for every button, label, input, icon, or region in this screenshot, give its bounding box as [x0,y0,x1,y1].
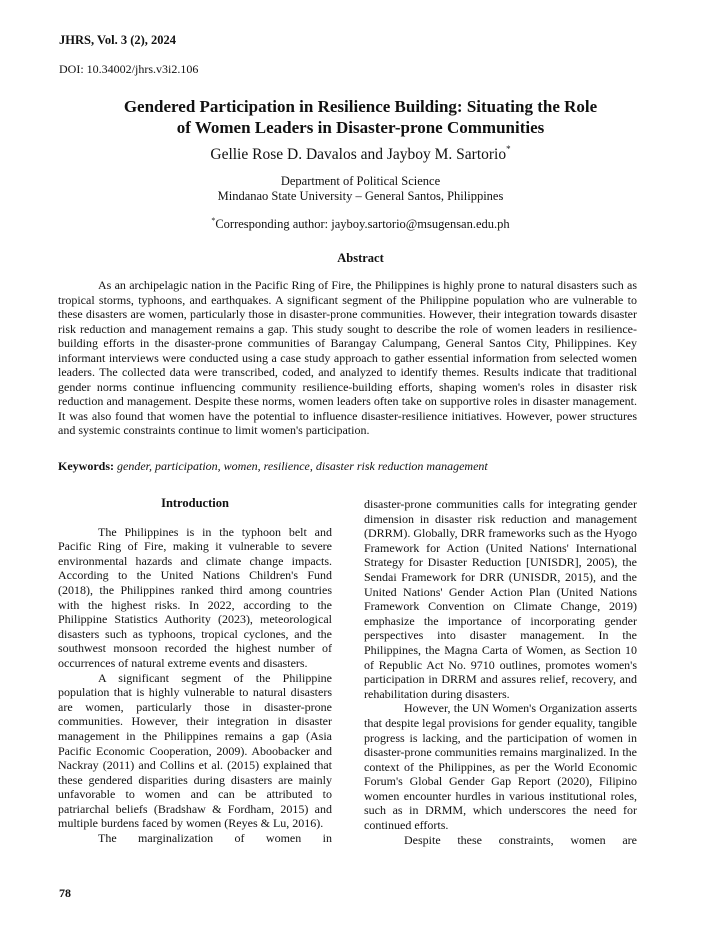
intro-paragraph-2: A significant segment of the Philippine population that is highly vulnerable to natural disasters are women, particularly those in disaster-prone communities. However, their integration in disaster management in the Philippines remains a gap (Asia Pacific Economic Cooperation, 2009). Aboobacker and Nackray (2011) and Collins et al. (2015) explained that these gendered disparities during disasters are mainly unfavorable to women and can be attributed to patriarchal beliefs (Bradshaw & Fordham, 2015) and multiple burdens faced by women (Reyes & Lu, 2016). [58,670,332,831]
page-number: 78 [59,886,71,900]
department: Department of Political Science [280,174,441,188]
authors [40,144,681,164]
intro-paragraph-4: However, the UN Women's Organization asserts that despite legal provisions for gender equality, tangible progress is lacking, and the participation of women in disaster-prone communities remains marginalized. In the context of the Philippines, as per the World Economic Forum's Global Gender Gap Report (2020), Filipino women encounter hurdles in various institutional roles, such as in DRMM, which underscores the need for continued efforts. [364,701,637,833]
author-names: Gellie Rose D. Davalos and Jayboy M. Sartorio [210,146,507,163]
paper-title [40,96,681,138]
keywords [58,459,637,474]
corresponding-author [40,216,681,232]
corresponding-author-text: Corresponding author: jayboy.sartorio@msugensan.edu.ph [215,217,510,231]
intro-paragraph-3-start: The marginalization of women in [98,831,332,846]
abstract-heading: Abstract [337,251,384,265]
right-column [364,497,637,847]
introduction-heading: Introduction [161,496,229,510]
keywords-label: Keywords: [58,459,114,473]
journal-citation: JHRS, Vol. 3 (2), 2024 [59,33,177,47]
intro-paragraph-1: The Philippines is in the typhoon belt and Pacific Ring of Fire, making it vulnerable to severe environmental hazards and climate change impacts. According to the United Nations Children's Fund (2018), the Philippines ranked third among countries with the highest risks. In 2022, according to the Philippine Statistics Authority (2023), meteorological disasters such as typhoons, tropical cyclones, and the southwest monsoon recorded the highest number of occurrences of natural extreme events and disasters. [58,524,332,670]
left-column [58,496,332,846]
intro-paragraph-5-start: Despite these constraints, women are [404,832,637,847]
corresponding-marker: * [506,144,511,154]
corresponding-footnote-marker: * [211,216,216,225]
affiliation [40,174,681,204]
intro-paragraph-3-continued: disaster-prone communities calls for integrating gender dimension in disaster risk reduction and management (DRRM). Globally, DRR frameworks such as the Hyogo Framework for Action (United Nations' International Strategy for Disaster Reduction [UNISDR], 2005), the Sendai Framework for DRR (UNISDR, 2015), and the United Nations' Gender Action Plan (United Nations Framework Convention on Climate Change, 2019) emphasize the importance of incorporating gender perspectives into disaster management. In the Philippines, the Magna Carta of Women, as Section 10 of Republic Act No. 9710 outlines, promotes women's participation in DRRM and assures relief, recovery, and rehabilitation during disasters. [364,497,637,701]
title-line-2: of Women Leaders in Disaster-prone Communities [176,118,545,137]
doi: DOI: 10.34002/jhrs.v3i2.106 [59,62,199,76]
abstract-text: As an archipelagic nation in the Pacific Ring of Fire, the Philippines is highly prone to natural disasters such as tropical storms, typhoons, and earthquakes. A significant segment of the Philippine population who are vulnerable to these disasters are women, particularly those in disaster-prone communities. However, their integration towards disaster risk reduction and management remains a gap. This study sought to describe the role of women leaders in resilience-building efforts in the disaster-prone communities of Barangay Calumpang, General Santos City, Philippines. Key informant interviews were conducted using a case study approach to gather essential information from selected women leaders. The collected data were transcribed, coded, and analyzed to identify themes. Results indicate that traditional gender norms continue influencing community resilience-building efforts, shaping women's roles in disaster risk reduction and management. Despite these norms, women leaders often take on supportive roles in disaster management. It was also found that women have the potential to influence disaster-resilience initiatives. However, power structures and systemic constraints continue to limit women's participation. [58,278,637,437]
keywords-list: gender, participation, women, resilience, disaster risk reduction management [117,459,488,473]
university: Mindanao State University – General Santos, Philippines [217,189,504,203]
title-line-1: Gendered Participation in Resilience Building: Situating the Role [123,97,598,116]
